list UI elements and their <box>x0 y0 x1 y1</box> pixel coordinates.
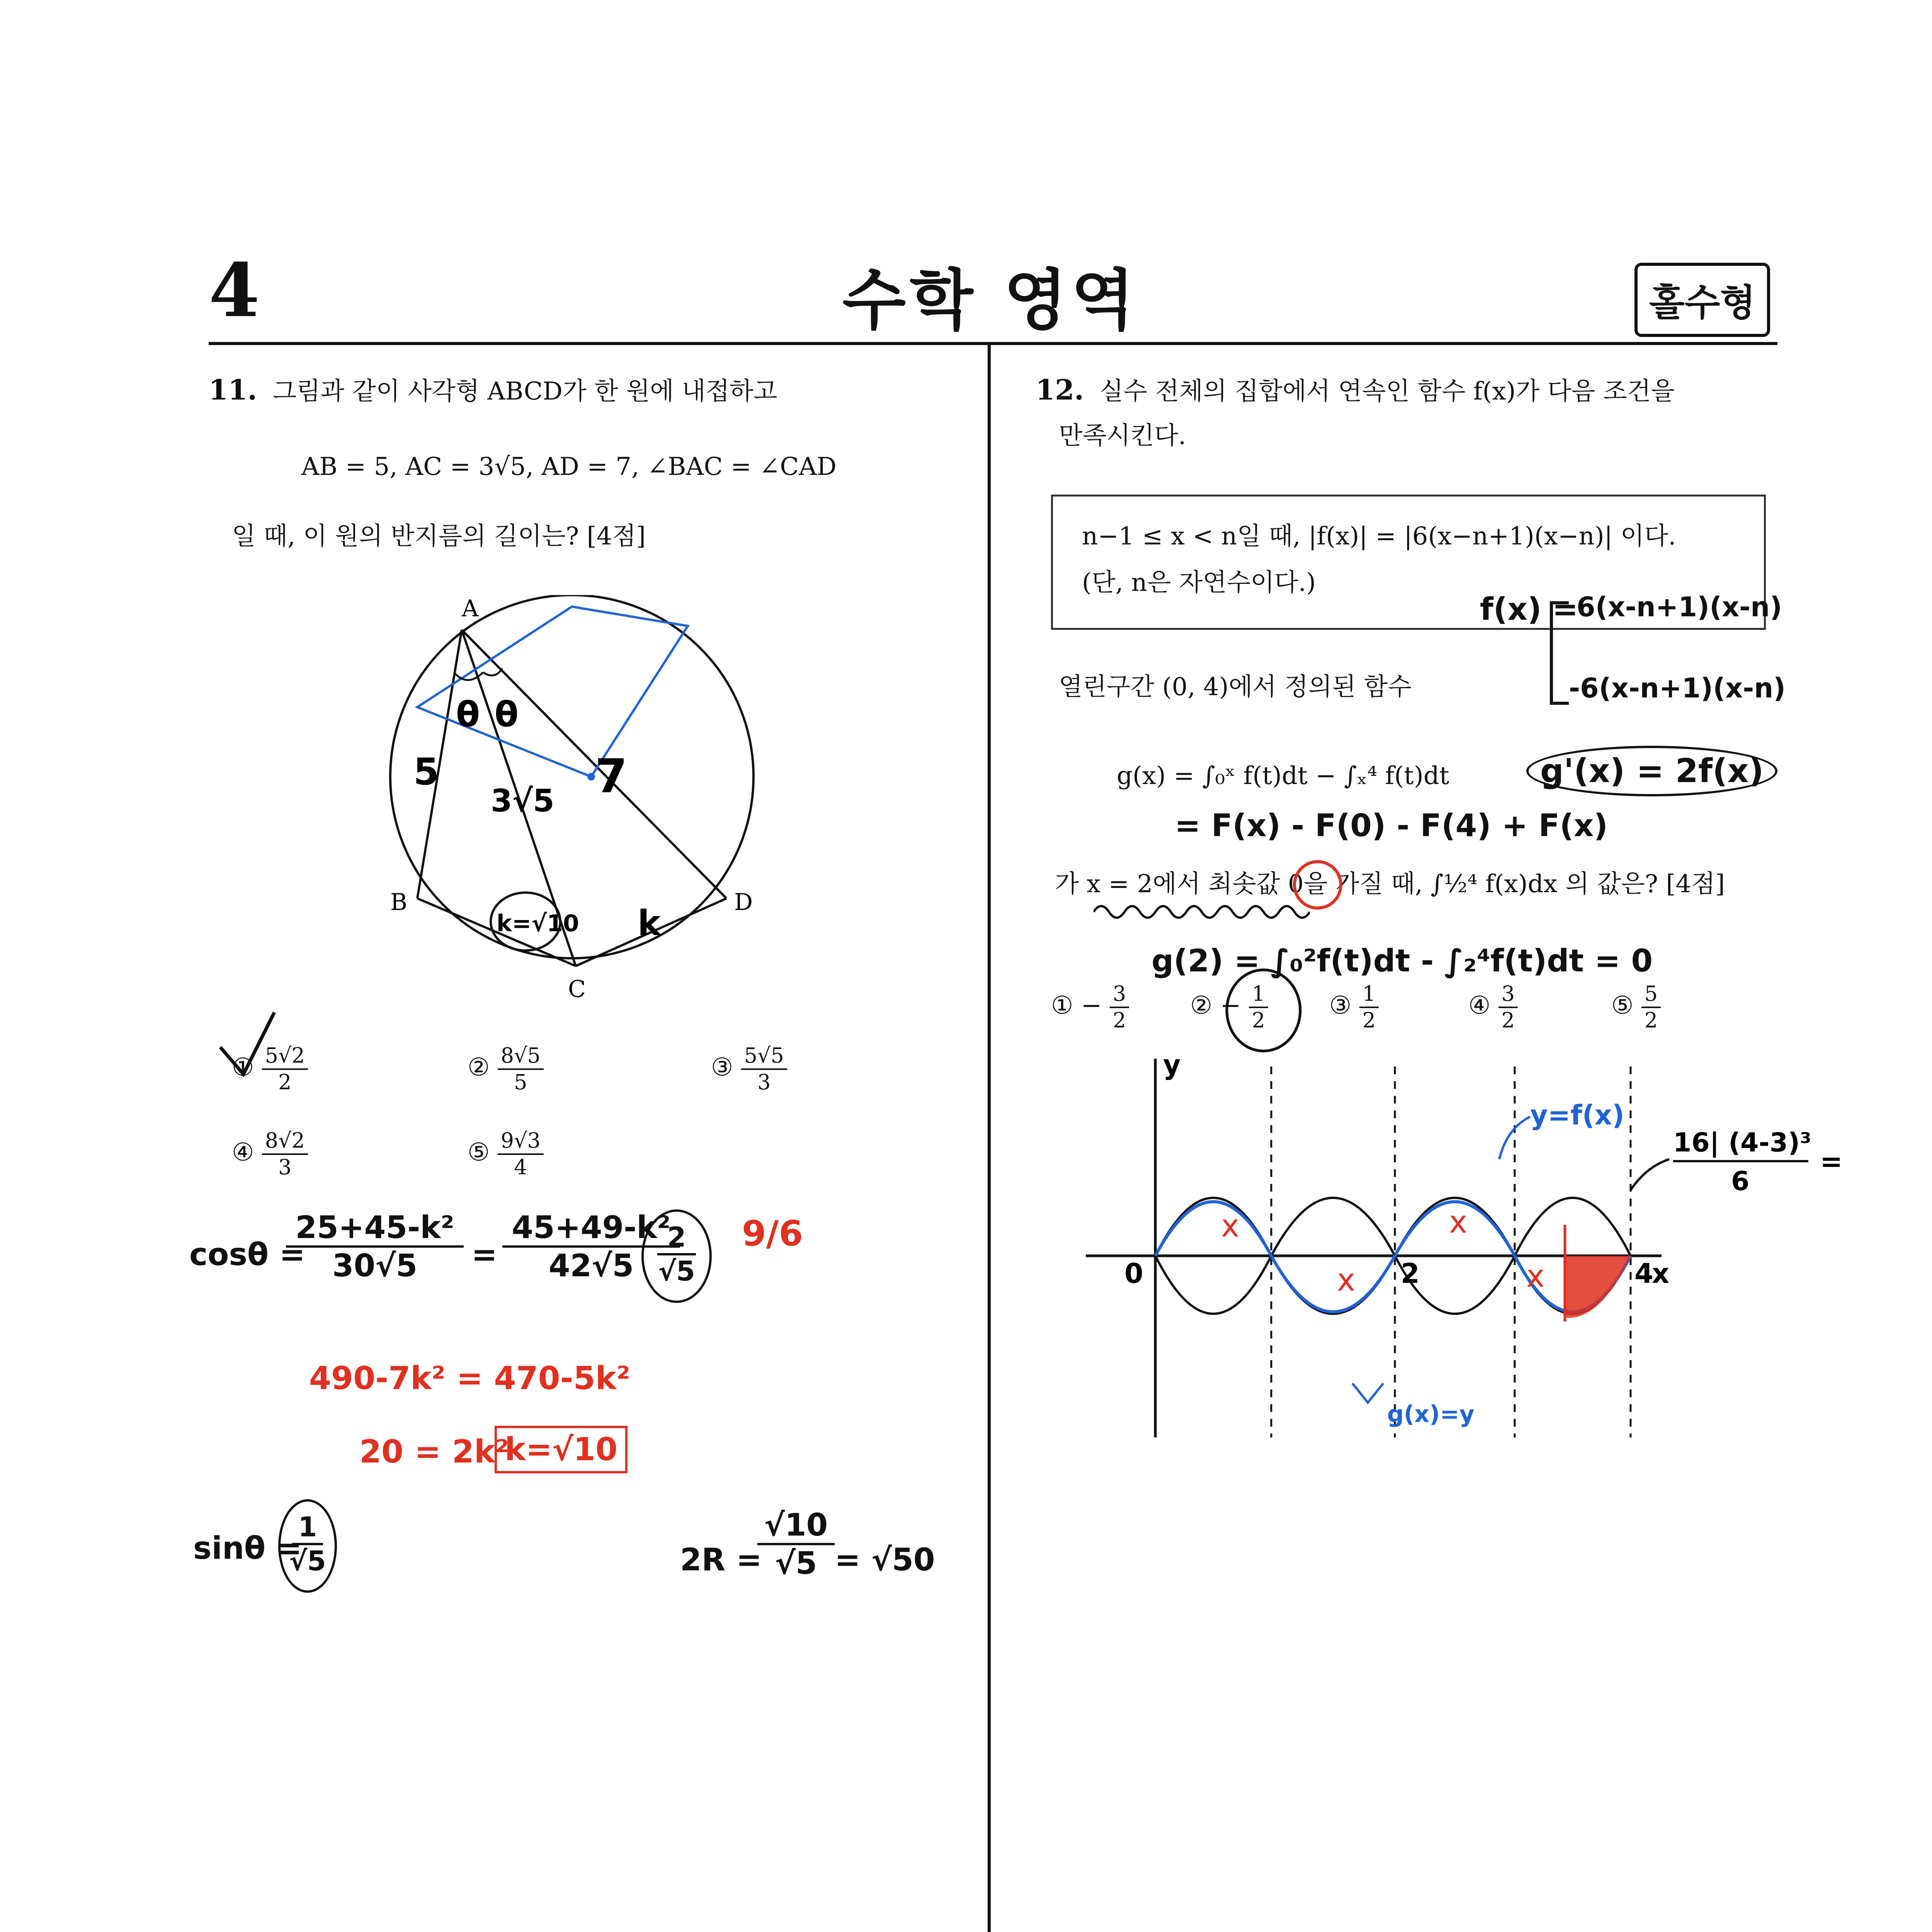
header-rule <box>209 342 1777 345</box>
axis-x-label: x <box>1652 1258 1670 1289</box>
hw-red-equation-1: 490-7k² = 470-5k² <box>309 1360 631 1397</box>
q11-text: 그림과 같이 사각형 ABCD가 한 원에 내접하고 <box>272 377 777 406</box>
mark-x-4: x <box>1526 1258 1545 1294</box>
blue-center-dot <box>587 773 595 781</box>
blue-arrow <box>1499 1117 1530 1159</box>
page-title: 수학 영역 <box>842 262 1139 339</box>
hw-red-equation-2: 20 = 2k² <box>359 1434 509 1470</box>
hw-theta-2: θ <box>495 694 519 735</box>
q12-definition: 열린구간 (0, 4)에서 정의된 함수 <box>1059 673 1412 701</box>
hw-red-circle <box>1291 858 1349 916</box>
choice-mark: ⑤ <box>468 1138 490 1167</box>
mark-x-2: x <box>1337 1262 1355 1298</box>
hw-equals: = <box>471 1236 498 1272</box>
right-calc-eq: = <box>1820 1146 1843 1177</box>
q12-choice-2[interactable]: ② − $\frac{1}{2}$ <box>1190 981 1268 1033</box>
choice-mark: ③ <box>711 1053 733 1082</box>
label-b: B <box>390 889 408 916</box>
hw-sin-result: 1 √5 <box>278 1499 337 1593</box>
blue-check-icon <box>1352 1383 1383 1403</box>
hw-fx-case2: -6(x-n+1)(x-n) <box>1569 672 1786 704</box>
q11-stem <box>209 369 777 411</box>
curve-lower <box>1155 1256 1631 1314</box>
q11-figure <box>379 595 804 1001</box>
axis-tick-2: 2 <box>1401 1258 1420 1289</box>
q11-choice-2[interactable]: ② $\frac{8√5}{5}$ <box>468 1043 544 1095</box>
axis-tick-4: 4 <box>1634 1258 1653 1289</box>
blue-rectangle <box>417 607 688 777</box>
shaded-area <box>1565 1256 1631 1318</box>
hw-fx-label: f(x) = <box>1480 591 1578 627</box>
q12-text-2: 만족시킨다. <box>1059 422 1186 450</box>
hw-cos-frac1: 25+45-k² 30√5 <box>286 1209 464 1284</box>
label-a: A <box>462 595 479 622</box>
hw-sin-label: sinθ = <box>193 1530 302 1566</box>
q12-choice-5[interactable]: ⑤ $\frac{5}{2}$ <box>1611 981 1661 1033</box>
mark-x-1: x <box>1221 1208 1240 1244</box>
label-c: C <box>568 976 586 1001</box>
q12-formula: g(x) = ∫₀ˣ f(t)dt − ∫ₓ⁴ f(t)dt <box>1117 762 1449 790</box>
q11-number: 11. <box>209 373 257 406</box>
q12-condition-1: n−1 ≤ x < n일 때, |f(x)| = |6(x−n+1)(x−n)| 이다. <box>1082 522 1676 551</box>
hw-cos-result: 2 √5 <box>641 1209 712 1303</box>
axis-origin: 0 <box>1124 1258 1143 1289</box>
hw-cos-label: cosθ = <box>189 1236 305 1272</box>
column-divider <box>988 345 991 1932</box>
hw-red-answer-box: k=√10 <box>495 1426 628 1473</box>
hw-expand: = F(x) - F(0) - F(4) + F(x) <box>1175 808 1608 844</box>
q11-choice-5[interactable]: ⑤ $\frac{9√3}{4}$ <box>468 1128 544 1180</box>
q11-choice-4[interactable]: ④ $\frac{8√2}{3}$ <box>232 1128 308 1180</box>
page-number: 4 <box>209 247 260 333</box>
label-y-fx: y=f(x) <box>1530 1099 1624 1131</box>
label-gx-y: g(x)=y <box>1387 1401 1475 1428</box>
right-calc: 16| (4-3)³ <box>1673 1128 1811 1158</box>
q12-choice-3[interactable]: ③ $\frac{1}{2}$ <box>1329 981 1379 1033</box>
hw-theta-1: θ <box>456 694 480 735</box>
choice-mark: ② <box>468 1053 490 1082</box>
hw-2r-label: 2R = <box>680 1542 762 1578</box>
hw-length-5: 5 <box>413 751 439 793</box>
exam-type-badge: 홀수형 <box>1634 263 1770 337</box>
hw-cos-frac2: 45+49-k² 42√5 <box>502 1209 680 1284</box>
axis-y-label: y <box>1163 1051 1181 1081</box>
label-d: D <box>734 889 753 916</box>
choice-mark: ① <box>232 1053 254 1082</box>
q12-choice-1[interactable]: ① − $\frac{3}{2}$ <box>1051 981 1129 1033</box>
hw-fx-case1: 6(x-n+1)(x-n) <box>1577 591 1782 623</box>
hw-graph <box>1074 1051 1870 1457</box>
hw-2r-result: = √50 <box>835 1542 935 1578</box>
mark-x-3: x <box>1449 1204 1468 1240</box>
hw-length-k: k <box>638 903 661 944</box>
q12-question: 가 x = 2에서 최솟값 0을 가질 때, ∫½⁴ f(x)dx 의 값은? [4점] <box>1055 870 1725 898</box>
hw-g2-equation: g(2) = ∫₀²f(t)dt - ∫₂⁴f(t)dt = 0 <box>1151 943 1653 979</box>
checkmark-icon <box>216 1009 282 1082</box>
hw-2r-fraction: √10 √5 <box>757 1507 835 1581</box>
right-calc-den: 6 <box>1731 1166 1750 1197</box>
circumscribed-circle <box>390 595 753 958</box>
hw-length-3r5: 3√5 <box>491 783 554 819</box>
q11-conditions: AB = 5, AC = 3√5, AD = 7, ∠BAC = ∠CAD <box>301 452 837 481</box>
black-arrow <box>1631 1159 1669 1190</box>
hw-red-fraction: 9/6 <box>742 1213 803 1254</box>
hw-gprime: g'(x) = 2f(x) <box>1526 746 1777 796</box>
hw-answer-circle <box>1221 966 1306 1055</box>
q11-choice-3[interactable]: ③ $\frac{5√5}{3}$ <box>711 1043 787 1095</box>
q12-number: 12. <box>1036 373 1084 406</box>
q12-condition-2: (단, n은 자연수이다.) <box>1082 568 1316 597</box>
q12-stem <box>1036 369 1675 411</box>
q12-text-1: 실수 전체의 집합에서 연속인 함수 f(x)가 다음 조건을 <box>1099 377 1675 406</box>
choice-mark: ④ <box>232 1138 254 1167</box>
q11-choice-1[interactable]: ① $\frac{5√2}{2}$ <box>232 1043 308 1095</box>
hw-length-7: 7 <box>595 750 628 803</box>
q12-choice-4[interactable]: ④ $\frac{3}{2}$ <box>1468 981 1518 1033</box>
hw-k-root10: k=√10 <box>497 910 579 937</box>
hw-wavy-underline <box>1094 900 1310 923</box>
q11-question: 일 때, 이 원의 반지름의 길이는? [4점] <box>232 522 646 551</box>
